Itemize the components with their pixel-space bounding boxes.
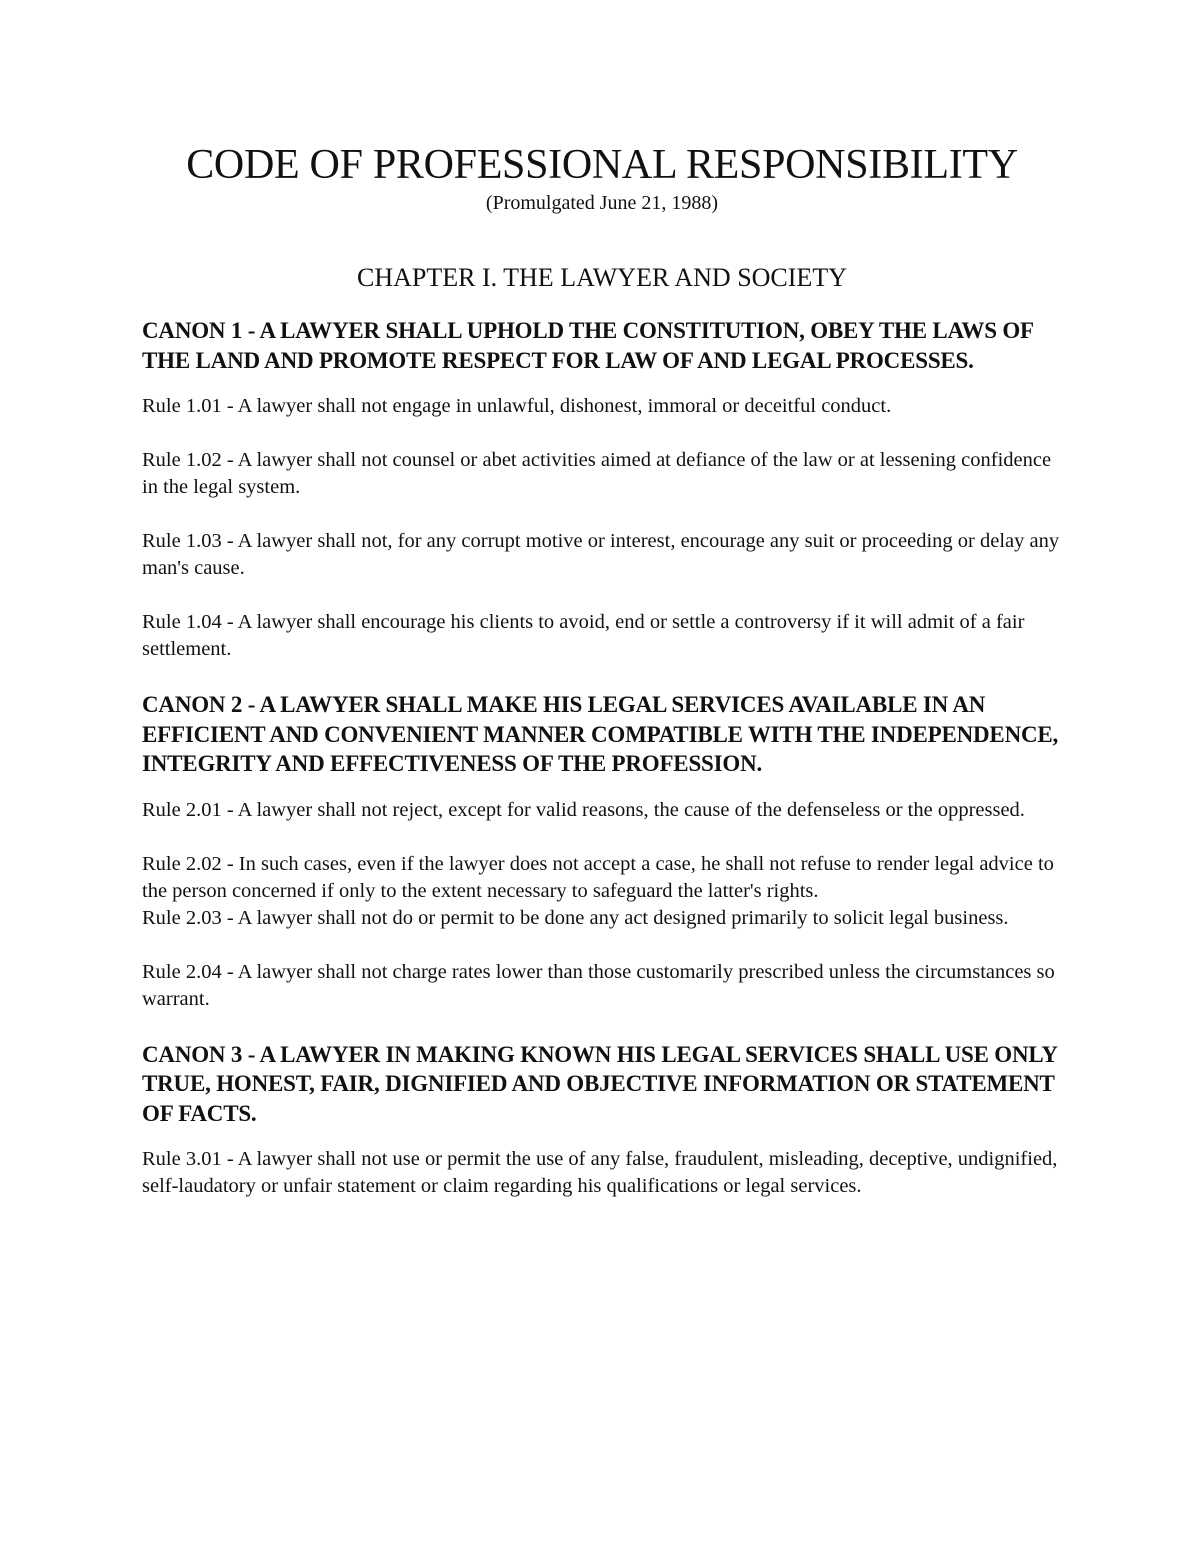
rule-2-01: Rule 2.01 - A lawyer shall not reject, except for valid reasons, the cause of the defenseless or the oppressed. — [142, 798, 1025, 821]
document-subtitle: (Promulgated June 21, 1988) — [485, 192, 719, 214]
rule-1-01: Rule 1.01 - A lawyer shall not engage in unlawful, dishonest, immoral or deceitful conduct. — [142, 395, 892, 417]
rule-3-01: Rule 3.01 - A lawyer shall not use or permit the use of any false, fraudulent, misleading, deceptive, undignified, self-laudatory or unfair statement or claim regarding his qualifications or legal services. — [142, 1148, 1058, 1197]
document-page — [142, 140, 1062, 1227]
rule-2-04: Rule 2.04 - A lawyer shall not charge rates lower than those customarily prescribed unless the circumstances so warrant. — [142, 960, 1055, 1010]
rule-1-03: Rule 1.03 - A lawyer shall not, for any corrupt motive or interest, encourage any suit or proceeding or delay any man's cause. — [142, 530, 1060, 579]
rule-1-04: Rule 1.04 - A lawyer shall encourage his clients to avoid, end or settle a controversy if it will admit of a fair settlement. — [142, 611, 1025, 660]
canon-3-heading: CANON 3 - A LAWYER IN MAKING KNOWN HIS LEGAL SERVICES SHALL USE ONLY TRUE, HONEST, FAIR, DIGNIFIED AND OBJECTIVE INFORMATION OR STATEMENT OF FACTS. — [142, 1041, 1057, 1126]
document-title: CODE OF PROFESSIONAL RESPONSIBILITY — [186, 142, 1018, 188]
canon-1-heading: CANON 1 - A LAWYER SHALL UPHOLD THE CONSTITUTION, OBEY THE LAWS OF THE LAND AND PROMOTE RESPECT FOR LAW OF AND LEGAL PROCESSES. — [142, 318, 1034, 373]
chapter-heading: CHAPTER I. THE LAWYER AND SOCIETY — [357, 263, 847, 292]
rule-1-02: Rule 1.02 - A lawyer shall not counsel or abet activities aimed at defiance of the law or at lessening confidence in the legal system. — [142, 449, 1052, 498]
canon-2-heading: CANON 2 - A LAWYER SHALL MAKE HIS LEGAL SERVICES AVAILABLE IN AN EFFICIENT AND CONVENIENT MANNER COMPATIBLE WITH THE INDEPENDENCE, INTEGRITY AND EFFECTIVENESS OF THE PROFESSION. — [142, 692, 1059, 776]
rule-2-03: Rule 2.03 - A lawyer shall not do or permit to be done any act designed primarily to solicit legal business. — [142, 906, 1009, 929]
rule-2-02: Rule 2.02 - In such cases, even if the lawyer does not accept a case, he shall not refuse to render legal advice to the person concerned if only to the extent necessary to safeguard the latter's rights. — [142, 852, 1054, 902]
